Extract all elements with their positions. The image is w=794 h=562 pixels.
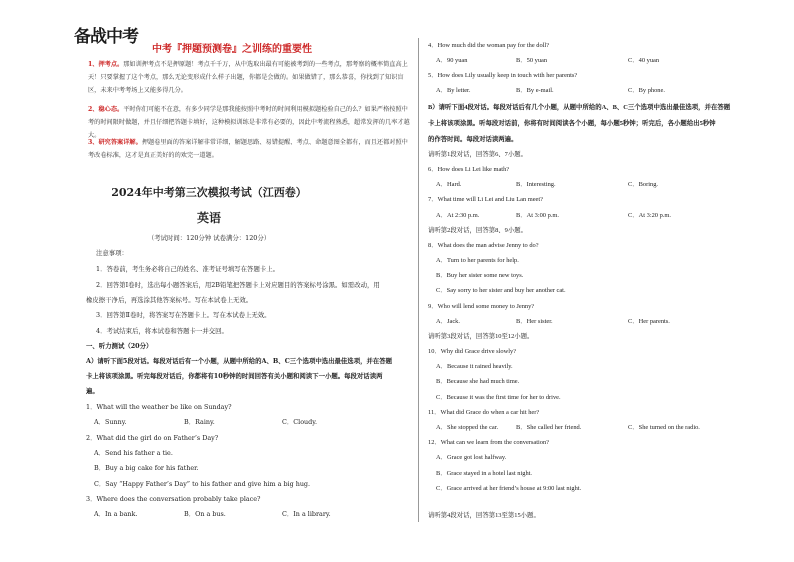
answer-option: C．In a library. bbox=[282, 510, 331, 519]
answer-option: C．Boring. bbox=[628, 181, 659, 189]
answer-option: B．Buy a big cake for his father. bbox=[94, 464, 199, 473]
answer-option: B．Interesting. bbox=[516, 181, 556, 189]
notice-item: 1．答卷前，考生务必将自己的姓名、准考证号填写在答题卡上。 bbox=[96, 265, 280, 273]
part-a-instruction: A）请听下面5段对话。每段对话后有一个小题，从题中所给的A、B、C三个选项中选出最佳选项，并在答题 bbox=[86, 357, 393, 365]
answer-option: C．Say sorry to her sister and buy her another cat. bbox=[436, 287, 566, 295]
answer-option: B．At 3:00 p.m. bbox=[516, 211, 559, 219]
answer-option: A．In a bank. bbox=[94, 510, 138, 519]
answer-option: C．Grace arrived at her friend’s house at 9:00 last night. bbox=[436, 484, 582, 492]
part-b-instruction: B）请听下面4段对话。每段对话后有几个小题，从题中所给的A、B、C三个选项中选出最佳选项，并在答题 bbox=[428, 104, 731, 111]
answer-option: A．90 yuan bbox=[436, 57, 468, 64]
intro-text: 平时你们可能不在意，有多少同学是那我能按照中考时的时间利用模拟题检验自己的么？如果严格按照中考的时间限时做题，并且仔细把答题卡填好，这种模拟训练是非常有必要的，因此中考流程熟悉，超常发挥的几率才越大。 bbox=[88, 106, 410, 139]
part-b-instruction: 的作答时间。每段对话读两遍。 bbox=[428, 136, 518, 143]
answer-option: A．Grace got lost halfway. bbox=[436, 454, 507, 462]
intro-paragraph bbox=[88, 136, 414, 162]
group-intro: 请听第1段对话，回答第6、7小题。 bbox=[428, 151, 528, 158]
answer-option: C．40 yuan bbox=[628, 57, 660, 64]
answer-option: B．She called her friend. bbox=[516, 424, 582, 431]
question-text: 12．What can we learn from the conversation? bbox=[428, 439, 550, 447]
logo-text: 备战中考 bbox=[74, 27, 138, 47]
question-text: 1．What will the weather be like on Sunday? bbox=[86, 403, 232, 411]
answer-option: A．At 2:30 p.m. bbox=[436, 211, 480, 219]
answer-option: C．By phone. bbox=[628, 87, 665, 94]
notice-item: 橡皮擦干净后，再选涂其他答案标号。写在本试卷上无效。 bbox=[86, 296, 253, 304]
answer-option: B．By e-mail. bbox=[516, 87, 554, 94]
answer-option: B．Grace stayed in a hotel last night. bbox=[436, 469, 533, 477]
answer-option: A．Because it rained heavily. bbox=[436, 363, 513, 371]
group-intro: 请听第2段对话，回答第8、9小题。 bbox=[428, 226, 528, 234]
answer-option: C．She turned on the radio. bbox=[628, 424, 700, 431]
answer-option: A．Sunny. bbox=[94, 418, 127, 427]
notice-heading: 注意事项： bbox=[96, 249, 128, 257]
right-column bbox=[424, 0, 794, 562]
intro-text: 那如训押考点不是押原题！考点千千万，从中选取出最有可能被考到的一些考点，那考察的概率简直高上天！只要掌握了这个考点，那么无论变形成什么样子出题，你都是会做的。如果做错了，那么恭喜，你找到了知识盲区，未来中考考场上又能多得几分。 bbox=[88, 61, 408, 94]
answer-option: B．Her sister. bbox=[516, 317, 553, 325]
answer-option: A．Turn to her parents for help. bbox=[436, 257, 519, 264]
intro-label: 3、研究答案详解。 bbox=[88, 139, 142, 146]
question-text: 6．How does Li Lei like math? bbox=[428, 166, 510, 173]
intro-text: 押题卷里面的答案详解非常详细，解题思路、易错提醒、考点、命题意图全都有，而且还都对照中考改卷标准，这才是真正美好的的欢完一道题。 bbox=[88, 139, 408, 159]
answer-option: C．Her parents. bbox=[628, 317, 670, 325]
question-text: 2．What did the girl do on Father’s Day? bbox=[86, 433, 219, 442]
answer-option: A．Hard. bbox=[436, 181, 462, 189]
exam-time-line: （考试时间：120分钟 试卷满分：120分） bbox=[147, 234, 271, 242]
column-divider bbox=[418, 38, 419, 522]
answer-option: C．Cloudy. bbox=[282, 418, 318, 427]
answer-option: B．50 yuan bbox=[516, 57, 548, 64]
section-heading: 一、听力测试（20分） bbox=[86, 342, 153, 350]
answer-option: A．By letter. bbox=[436, 87, 471, 94]
part-b-instruction: 卡上将该项涂黑。听每段对话前，你将有时间阅读各个小题，每小题5秒钟；听完后，各小题给出5秒钟 bbox=[428, 120, 716, 127]
notice-item: 3．回答第Ⅱ卷时，将答案写在答题卡上。写在本试卷上无效。 bbox=[96, 311, 271, 319]
exam-title: 2024年中考第三次模拟考试（江西卷） bbox=[111, 186, 307, 199]
intro-label: 2、稳心态。 bbox=[88, 106, 124, 113]
answer-option: B．On a bus. bbox=[184, 510, 226, 519]
part-a-instruction: 卡上将该项涂黑。听完每段对话后，你都将有10秒钟的时间回答有关小题和阅读下一小题。每段对话读两 bbox=[86, 372, 383, 380]
question-text: 7．What time will Li Lei and Liu Lan meet? bbox=[428, 196, 543, 204]
question-text: 8．What does the man advise Jenny to do? bbox=[428, 241, 539, 249]
subject-title: 英语 bbox=[196, 211, 221, 225]
intro-label: 1、押考点。 bbox=[88, 61, 124, 68]
answer-option: A．Send his father a tie. bbox=[94, 448, 173, 457]
intro-paragraph bbox=[88, 58, 414, 97]
group-intro: 请听第4段对话，回答第13至第15小题。 bbox=[428, 512, 540, 519]
answer-option: B．Because she had much time. bbox=[436, 378, 520, 386]
question-text: 10．Why did Grace drive slowly? bbox=[428, 348, 517, 355]
promo-heading: 中考『押题预测卷』之训练的重要性 bbox=[152, 44, 312, 55]
question-text: 9．Who will lend some money to Jenny? bbox=[428, 302, 535, 310]
answer-option: C．Say “Happy Father’s Day” to his father and give him a big hug. bbox=[94, 479, 311, 488]
answer-option: C．Because it was the first time for her to drive. bbox=[436, 393, 561, 401]
part-a-instruction: 遍。 bbox=[86, 387, 99, 395]
answer-option: B．Rainy. bbox=[184, 418, 215, 427]
question-text: 3．Where does the conversation probably take place? bbox=[86, 494, 261, 503]
answer-option: C．At 3:20 p.m. bbox=[628, 211, 671, 219]
question-text: 5．How does Lily usually keep in touch with her parents? bbox=[428, 72, 578, 79]
question-text: 4．How much did the woman pay for the doll? bbox=[428, 42, 550, 49]
notice-item: 4．考试结束后，将本试卷和答题卡一并交回。 bbox=[96, 327, 228, 335]
question-text: 11．What did Grace do when a car hit her? bbox=[428, 408, 540, 416]
answer-option: A．She stopped the car. bbox=[436, 424, 499, 431]
notice-item: 2．回答第Ⅰ卷时，选出每小题答案后，用2B铅笔把答题卡上对应题目的答案标号涂黑。如需改动，用 bbox=[96, 281, 380, 289]
brand-logo bbox=[74, 22, 142, 48]
answer-option: A．Jack. bbox=[436, 317, 460, 325]
answer-option: B．Buy her sister some new toys. bbox=[436, 272, 524, 280]
group-intro: 请听第3段对话，回答第10至12小题。 bbox=[428, 333, 534, 340]
